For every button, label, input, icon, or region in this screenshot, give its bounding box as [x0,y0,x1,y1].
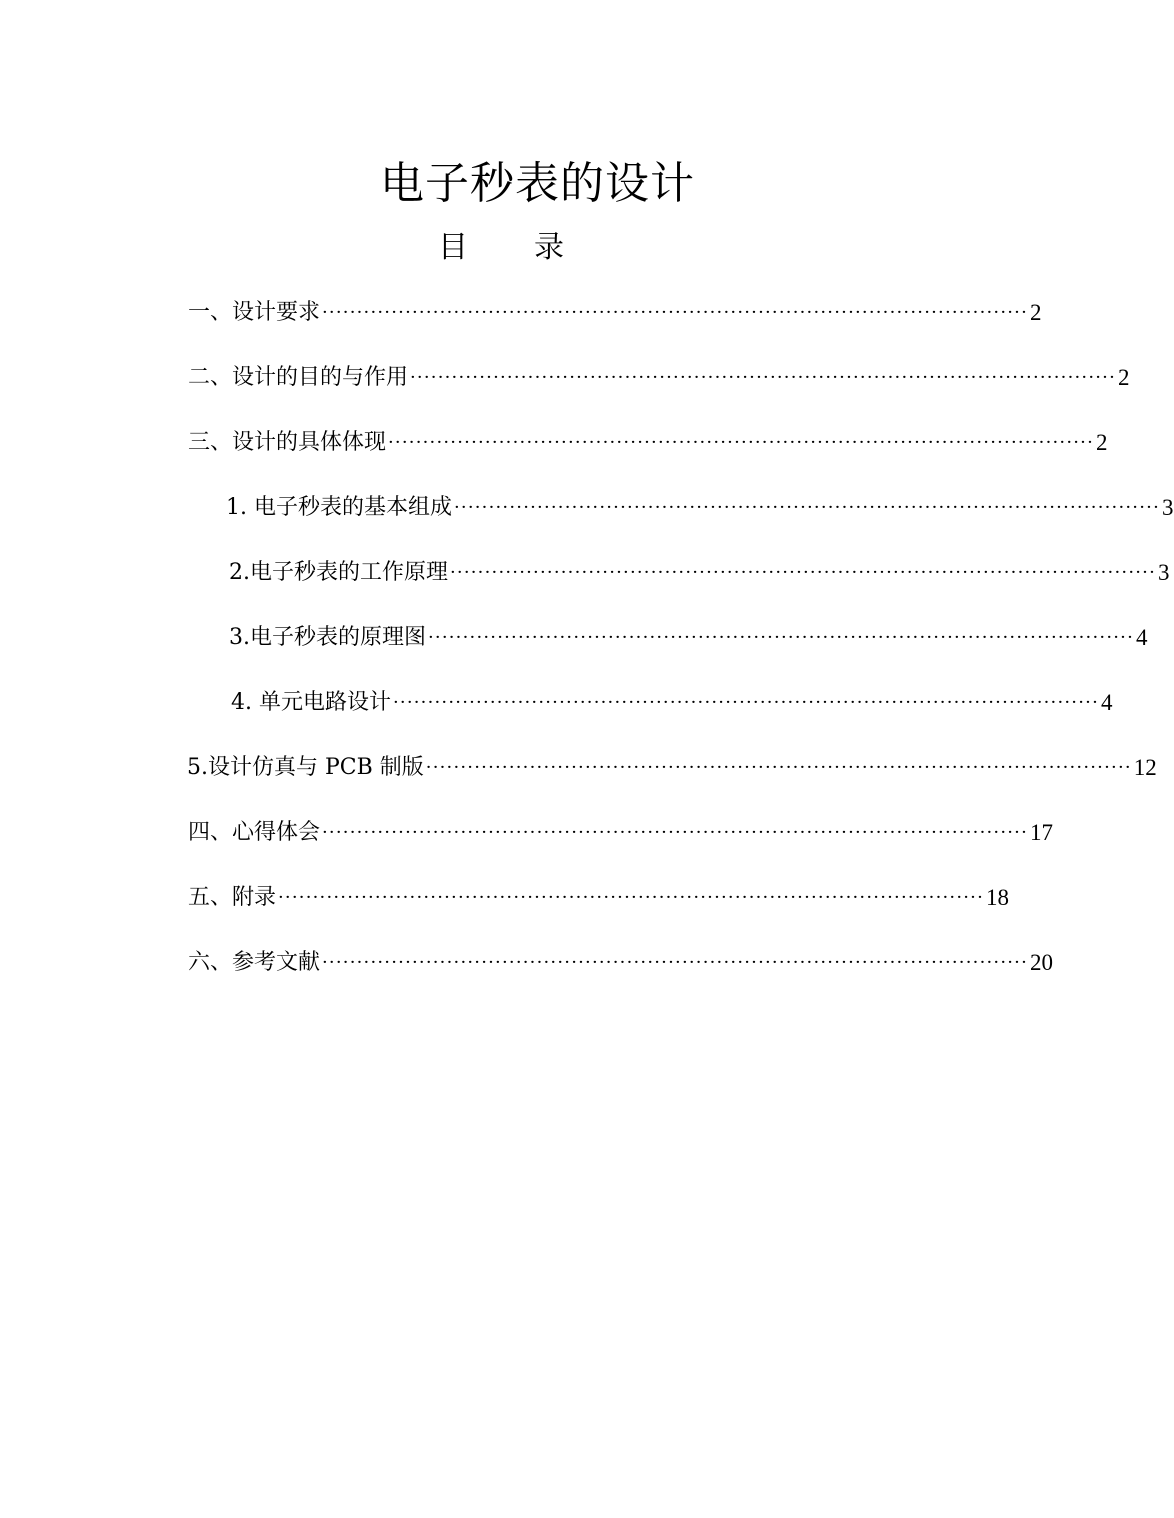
toc-leader-dots: ······································································································ [450,562,1157,583]
toc-entry-page: 4 [1136,625,1148,650]
toc-entry[interactable] [188,428,1108,458]
toc-entry-label: 六、参考文献 [188,950,321,975]
toc-entry-page: 12 [1133,755,1157,780]
toc-entry-page: 2 [1030,300,1042,325]
toc-entry-label: 一、设计要求 [188,300,321,325]
toc-leader-dots: ······································································································ [322,952,1029,973]
toc-leader-dots: ······································································································ [428,627,1135,648]
toc-entry[interactable] [226,493,1174,523]
toc-entry-label: 二、设计的目的与作用 [188,365,409,390]
toc-leader-dots: ······································································································ [453,497,1160,518]
toc-entry-page: 18 [986,885,1010,910]
toc-leader-dots: ······································································································ [322,822,1029,843]
toc-entry-page: 20 [1030,950,1054,975]
toc-entry-label: 5.设计仿真与 PCB 制版 [187,755,424,780]
toc-entry-page: 2 [1118,365,1130,390]
toc-entry-label: 四、心得体会 [188,820,321,845]
toc-entry-label: 3.电子秒表的原理图 [229,625,426,650]
toc-entry-label: 2.电子秒表的工作原理 [229,560,448,585]
toc-leader-dots: ······································································································ [392,692,1099,713]
toc-entry[interactable] [188,298,1042,328]
toc-entry[interactable] [229,623,1148,653]
toc-leader-dots: ······································································································ [410,367,1117,388]
toc-entry-label: 五、附录 [188,885,277,910]
toc-entry-label: 1. 电子秒表的基本组成 [226,495,452,520]
toc-entry[interactable] [229,558,1170,588]
toc-entry[interactable] [188,883,1010,913]
toc-entry-page: 3 [1158,560,1170,585]
toc-entry[interactable] [188,818,1054,848]
toc-entry[interactable] [188,363,1130,393]
toc-entry-page: 4 [1101,690,1113,715]
toc-entry-label: 三、设计的具体体现 [188,430,387,455]
document-title: 电子秒表的设计 [380,158,695,209]
toc-entry-label: 4. 单元电路设计 [231,690,391,715]
toc-leader-dots: ······································································································ [322,302,1029,323]
toc-heading-char-1: 目 [438,230,468,265]
toc-heading-char-2: 录 [534,230,564,265]
toc-entry[interactable] [188,948,1054,978]
toc-leader-dots: ······································································································ [425,757,1132,778]
toc-entry[interactable] [231,688,1113,718]
toc-entry[interactable] [187,753,1157,783]
toc-entry-page: 2 [1096,430,1108,455]
toc-entry-page: 17 [1030,820,1054,845]
toc-entry-page: 3 [1162,495,1174,520]
toc-leader-dots: ······································································································ [278,887,985,908]
toc-leader-dots: ······································································································ [388,432,1095,453]
